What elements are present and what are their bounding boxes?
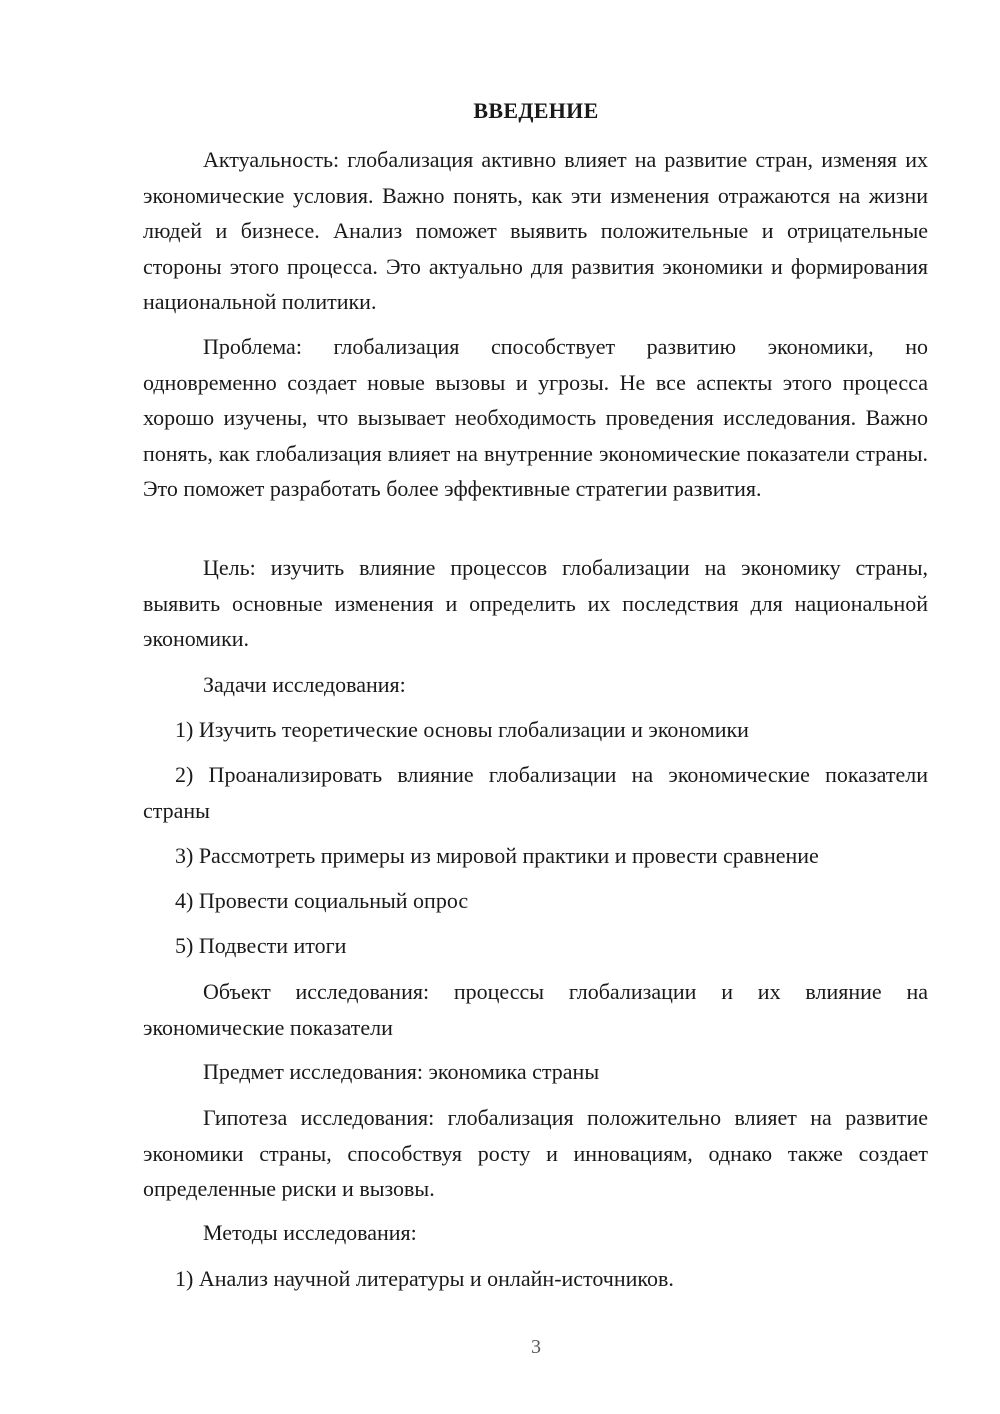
task-item-5: 5) Подвести итоги <box>175 933 347 958</box>
paragraph-object: Объект исследования: процессы глобализации и их влияние на экономические показатели <box>143 979 928 1040</box>
task-item-3: 3) Рассмотреть примеры из мировой практики и провести сравнение <box>175 843 819 868</box>
section-title: ВВЕДЕНИЕ <box>473 98 599 123</box>
page-number: 3 <box>531 1336 541 1358</box>
paragraph-problem: Проблема: глобализация способствует развитию экономики, но одновременно создает новые вызовы и угрозы. Не все аспекты этого процесса хорошо изучены, что вызывает необходимость проведения исследования. Важно понять, как глобализация влияет на внутренние экономические показатели страны. Это поможет разработать более эффективные стратегии развития. <box>143 334 928 501</box>
paragraph-subject: Предмет исследования: экономика страны <box>203 1059 600 1084</box>
task-item-1: 1) Изучить теоретические основы глобализации и экономики <box>175 717 749 742</box>
task-item-2: 2) Проанализировать влияние глобализации на экономические показатели страны <box>143 762 928 823</box>
tasks-heading: Задачи исследования: <box>203 672 406 697</box>
method-item-1: 1) Анализ научной литературы и онлайн-источников. <box>175 1266 674 1291</box>
paragraph-goal: Цель: изучить влияние процессов глобализации на экономику страны, выявить основные изменения и определить их последствия для национальной экономики. <box>143 555 928 651</box>
paragraph-relevance: Актуальность: глобализация активно влияет на развитие стран, изменяя их экономические условия. Важно понять, как эти изменения отражаются на жизни людей и бизнесе. Анализ поможет выявить положительные и отрицательные стороны этого процесса. Это актуально для развития экономики и формирования национальной политики. <box>143 147 928 314</box>
methods-heading: Методы исследования: <box>203 1220 417 1245</box>
paragraph-hypothesis: Гипотеза исследования: глобализация положительно влияет на развитие экономики страны, способствуя росту и инновациям, однако также создает определенные риски и вызовы. <box>143 1105 928 1201</box>
task-item-4: 4) Провести социальный опрос <box>175 888 469 913</box>
